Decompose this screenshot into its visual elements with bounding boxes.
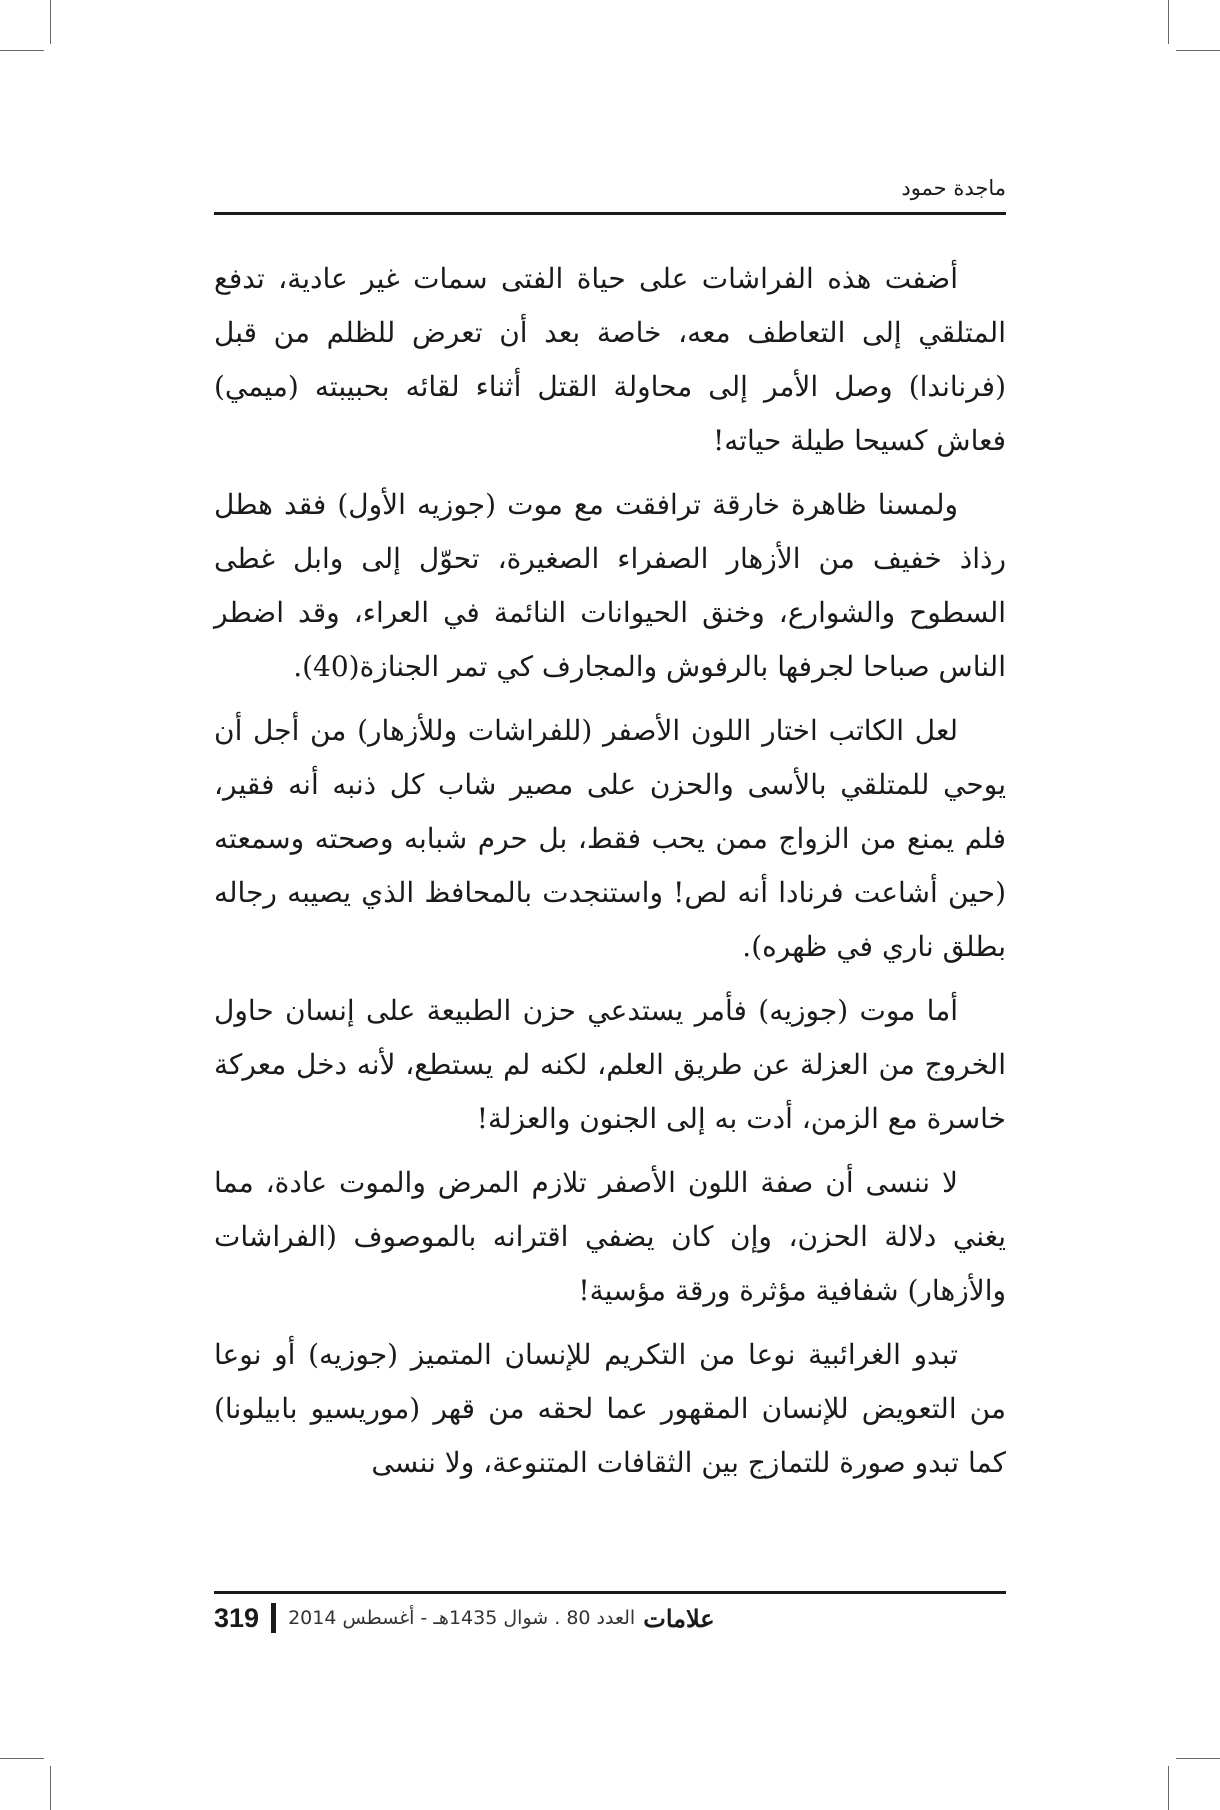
header-rule bbox=[214, 212, 1006, 215]
crop-mark bbox=[1168, 0, 1169, 44]
paragraph: لعل الكاتب اختار اللون الأصفر (للفراشات وللأزهار) من أجل أن يوحي للمتلقي بالأسى والحزن على مصير شاب كل ذنبه أنه فقير، فلم يمنع من الزواج ممن يحب فقط، بل حرم شبابه وصحته وسمعته (حين أشاعت فرنادا أنه لص! واستنجدت بالمحافظ الذي يصيبه رجاله بطلق ناري في ظهره). bbox=[214, 714, 1007, 963]
paragraph: أما موت (جوزيه) فأمر يستدعي حزن الطبيعة على إنسان حاول الخروج من العزلة عن طريق العلم، لكنه لم يستطع، لأنه دخل معركة خاسرة مع الزمن، أدت به إلى الجنون والعزلة! bbox=[214, 994, 1006, 1135]
journal-logo: علامات bbox=[643, 1603, 715, 1633]
crop-mark bbox=[0, 50, 44, 51]
paragraph: لا ننسى أن صفة اللون الأصفر تلازم المرض والموت عادة، مما يغني دلالة الحزن، وإن كان يضفي اقترانه بالموصوف (الفراشات والأزهار) شفافية مؤثرة ورقة مؤسية! bbox=[214, 1166, 1006, 1307]
paragraph: تبدو الغرائبية نوعا من التكريم للإنسان المتميز (جوزيه) أو نوعا من التعويض للإنسان المقهور عما لحقه من قهر (موريسيو بابيلونا) كما تبدو صورة للتمازج بين الثقافات المتنوعة، ولا ننسى bbox=[214, 1338, 1006, 1479]
crop-mark bbox=[50, 0, 51, 44]
footer-rule bbox=[214, 1591, 1006, 1594]
footer-divider bbox=[271, 1603, 276, 1633]
crop-mark bbox=[1168, 1766, 1169, 1810]
page-footer bbox=[214, 1600, 1006, 1636]
paragraph: أضفت هذه الفراشات على حياة الفتى سمات غير عادية، تدفع المتلقي إلى التعاطف معه، خاصة بعد أن تعرض للظلم من قبل (فرناندا) وصل الأمر إلى محاولة القتل أثناء لقائه بحبيبته (ميمي) فعاش كسيحا طيلة حياته! bbox=[214, 262, 1006, 457]
running-header bbox=[214, 170, 1006, 214]
issue-info: العدد 80 . شوال 1435هـ - أغسطس 2014 bbox=[288, 1607, 636, 1629]
page-number: 319 bbox=[214, 1602, 260, 1633]
crop-mark bbox=[1176, 50, 1220, 51]
article-body bbox=[214, 252, 1006, 1500]
crop-mark bbox=[50, 1766, 51, 1810]
paragraph: ولمسنا ظاهرة خارقة ترافقت مع موت (جوزيه الأول) فقد هطل رذاذ خفيف من الأزهار الصفراء الصغيرة، تحوّل إلى وابل غطى السطوح والشوارع، وخنق الحيوانات النائمة في العراء، وقد اضطر الناس صباحا لجرفها بالرفوش والمجارف كي تمر الجنازة(40). bbox=[214, 488, 1006, 683]
author-name: ماجدة حمود bbox=[901, 176, 1006, 200]
crop-mark bbox=[0, 1758, 44, 1759]
crop-mark bbox=[1176, 1758, 1220, 1759]
